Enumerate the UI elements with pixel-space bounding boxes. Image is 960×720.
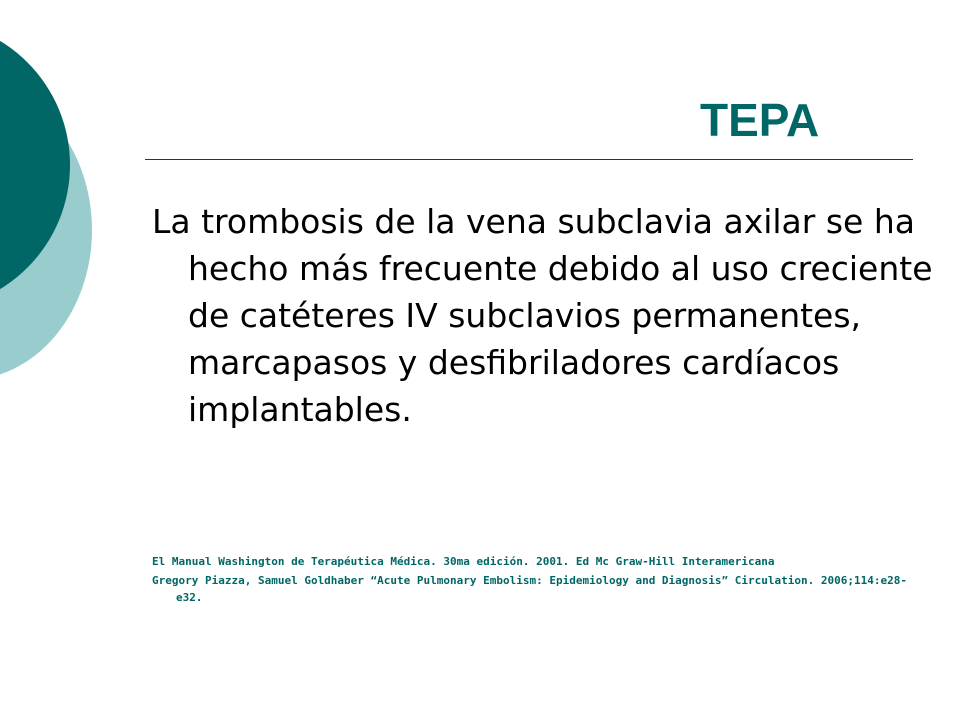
reference-item: El Manual Washington de Terapéutica Médica. 30ma edición. 2001. Ed Mc Graw-Hill Interamericana — [152, 555, 775, 568]
body-paragraph: La trombosis de la vena subclavia axilar se ha hecho más frecuente debido al uso creciente de catéteres IV subclavios permanentes, marcapasos y desfibriladores cardíacos implantables. — [152, 202, 933, 429]
references — [152, 553, 932, 608]
reference-item: Gregory Piazza, Samuel Goldhaber “Acute Pulmonary Embolism: Epidemiology and Diagnosis” Circulation. 2006;114:e28-e32. — [152, 574, 907, 604]
slide-title: TEPA — [700, 94, 820, 146]
title-divider — [145, 159, 913, 160]
